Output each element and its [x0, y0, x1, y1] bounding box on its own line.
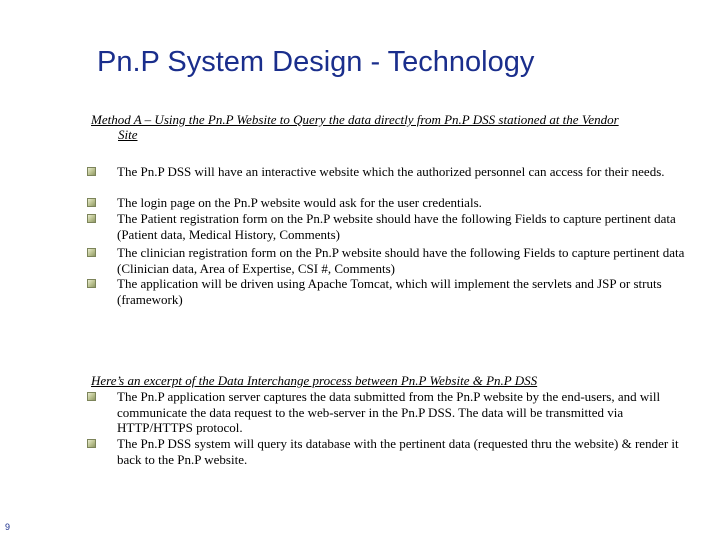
list-item: [87, 245, 697, 276]
list-item: [87, 389, 697, 436]
bullet-text: The clinician registration form on the Pn.P website should have the following Fields to capture pertinent data (Clinician data, Area of Expertise, CSI #, Comments): [117, 245, 685, 276]
bullet-text: The Patient registration form on the Pn.P website should have the following Fields to capture pertinent data (Patient data, Medical History, Comments): [117, 211, 676, 242]
bullet-text: The Pn.P DSS system will query its database with the pertinent data (requested thru the website) & render it back to the Pn.P website.: [117, 436, 679, 467]
bullet-icon: [87, 279, 96, 288]
list-item: [87, 276, 697, 307]
bullet-text: The Pn.P application server captures the data submitted from the Pn.P website by the end-users, and will communicate the data request to the web-server in the Pn.P DSS. The data will be transmitted via HTTP/HTTPS protocol.: [117, 389, 661, 435]
bullet-icon: [87, 248, 96, 257]
section1-heading-line1: Method A – Using the Pn.P Website to Query the data directly from Pn.P DSS stationed at the Vendor: [91, 112, 619, 127]
section1-heading: [91, 112, 681, 142]
bullet-icon: [87, 392, 96, 401]
section1-bullet-list: [87, 164, 697, 307]
list-item: [87, 195, 697, 211]
bullet-icon: [87, 167, 96, 176]
list-item: [87, 436, 697, 467]
bullet-icon: [87, 198, 96, 207]
list-item: [87, 164, 697, 195]
bullet-text: The application will be driven using Apache Tomcat, which will implement the servlets and JSP or struts (framework): [117, 276, 662, 307]
bullet-icon: [87, 439, 96, 448]
bullet-text: The login page on the Pn.P website would ask for the user credentials.: [117, 195, 482, 210]
bullet-icon: [87, 214, 96, 223]
bullet-text: The Pn.P DSS will have an interactive website which the authorized personnel can access for their needs.: [117, 164, 665, 179]
section2-heading: Here’s an excerpt of the Data Interchange process between Pn.P Website & Pn.P DSS: [91, 373, 538, 388]
list-item: [87, 211, 697, 245]
page-number: 9: [5, 522, 11, 532]
section1-heading-line2: Site: [118, 127, 138, 142]
section2-bullet-list: [87, 389, 697, 467]
slide-title: Pn.P System Design - Technology: [97, 46, 535, 78]
